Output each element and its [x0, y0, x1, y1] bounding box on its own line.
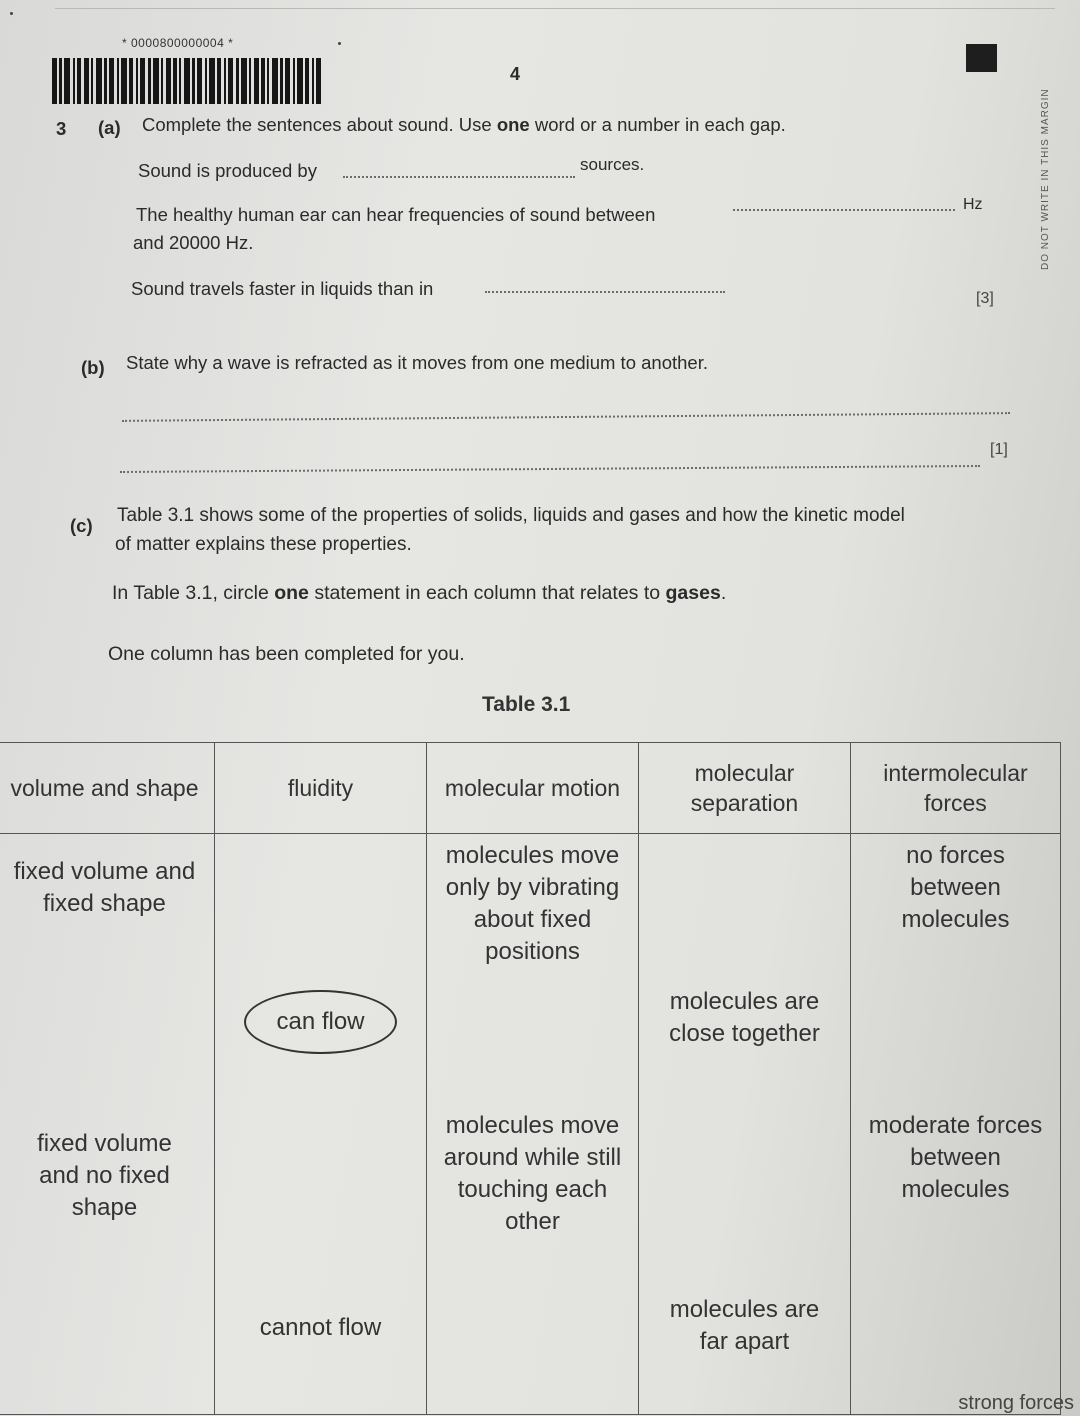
statement-moderate-forces[interactable]: moderate forces between molecules — [868, 1112, 1043, 1203]
sentence-1-start: Sound is produced by — [138, 160, 317, 181]
statement-fixed-volume-fixed-shape[interactable]: fixed volume and fixed shape — [13, 858, 196, 917]
part-c-intro-1: Table 3.1 shows some of the properties of solids, liquids and gases and how the kinetic model — [117, 505, 905, 526]
part-b-label: (b) — [81, 357, 105, 378]
answer-gap-2[interactable] — [733, 203, 955, 211]
statement-cannot-flow[interactable]: cannot flow — [259, 1314, 382, 1341]
header-molecular-separation: molecular separation — [639, 743, 851, 834]
part-b-question: State why a wave is refracted as it moves from one medium to another. — [126, 352, 708, 373]
table-caption: Table 3.1 — [482, 693, 571, 716]
speck — [338, 42, 341, 45]
statement-close-together[interactable]: molecules are close together — [669, 988, 820, 1047]
answer-line-2[interactable] — [120, 459, 980, 473]
sentence-3-start: Sound travels faster in liquids than in — [131, 278, 434, 299]
part-a-label: (a) — [98, 117, 121, 138]
sentence-2-unit: Hz — [963, 196, 983, 213]
statement-no-forces[interactable]: no forces between molecules — [901, 842, 1010, 933]
table-3-1 — [0, 742, 1061, 1415]
column-volume-shape — [0, 834, 215, 1415]
sentence-2-continuation: and 20000 Hz. — [133, 232, 254, 253]
column-molecular-separation — [639, 834, 851, 1415]
header-fluidity: fluidity — [215, 743, 427, 834]
part-c-intro-2: of matter explains these properties. — [115, 534, 412, 555]
speck — [10, 12, 13, 15]
part-c-note: One column has been completed for you. — [108, 643, 465, 665]
header-molecular-motion: molecular motion — [427, 743, 639, 834]
column-fluidity — [215, 834, 427, 1415]
part-c-label: (c) — [70, 515, 93, 536]
statement-far-apart[interactable]: molecules are far apart — [669, 1296, 820, 1355]
part-a-marks: [3] — [976, 290, 994, 307]
header-intermolecular-forces: intermolecular forces — [851, 743, 1061, 834]
answer-line-1[interactable] — [122, 406, 1010, 422]
corner-marker — [966, 44, 997, 72]
barcode — [52, 58, 426, 104]
sentence-2-start: The healthy human ear can hear frequencies of sound between — [136, 204, 656, 225]
statement-strong-forces[interactable]: strong forces — [958, 1392, 1074, 1414]
answer-gap-1[interactable] — [343, 170, 575, 178]
header-volume-shape: volume and shape — [0, 743, 215, 834]
statement-can-flow-wrap — [215, 990, 426, 1054]
statement-vibrating[interactable]: molecules move only by vibrating about fixed positions — [445, 842, 620, 965]
part-c-instruction: In Table 3.1, circle one statement in each column that relates to gases. — [112, 582, 727, 604]
question-number: 3 — [56, 118, 67, 139]
sentence-1-end: sources. — [580, 155, 645, 174]
margin-warning: DO NOT WRITE IN THIS MARGIN — [1040, 88, 1051, 270]
part-b-marks: [1] — [990, 441, 1008, 458]
page-number: 4 — [510, 64, 521, 84]
statement-can-flow-circled[interactable]: can flow — [244, 990, 396, 1054]
page-edge-line — [55, 8, 1055, 9]
part-a-instruction: Complete the sentences about sound. Use one word or a number in each gap. — [142, 114, 786, 135]
answer-gap-3[interactable] — [485, 285, 725, 293]
statement-move-around[interactable]: molecules move around while still touching each other — [443, 1112, 622, 1235]
column-intermolecular-forces — [851, 834, 1061, 1415]
barcode-text: * 0000800000004 * — [122, 36, 234, 50]
statement-fixed-volume-no-fixed-shape[interactable]: fixed volume and no fixed shape — [37, 1130, 172, 1221]
column-molecular-motion — [427, 834, 639, 1415]
